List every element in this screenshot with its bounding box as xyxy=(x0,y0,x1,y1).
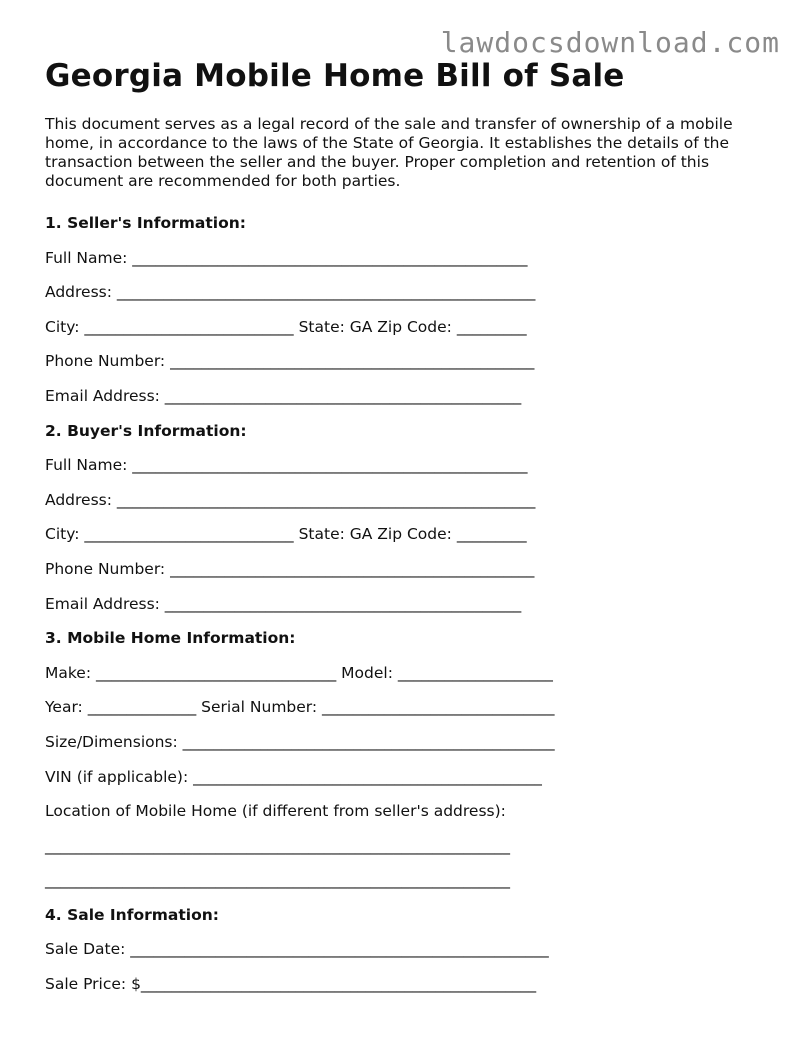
sale-price-field[interactable]: Sale Price: $___________________________________________________ xyxy=(45,975,537,994)
sale-date-field[interactable]: Sale Date: ______________________________________________________ xyxy=(45,940,549,959)
sale-heading: 4. Sale Information: xyxy=(45,905,219,924)
buyer-city-state-zip-field[interactable]: City: ___________________________ State: GA Zip Code: _________ xyxy=(45,525,527,544)
seller-phone-field[interactable]: Phone Number: _______________________________________________ xyxy=(45,352,535,371)
location-line-2[interactable]: ____________________________________________________________ xyxy=(45,871,510,890)
seller-full-name-field[interactable]: Full Name: ___________________________________________________ xyxy=(45,248,528,267)
buyer-full-name-field[interactable]: Full Name: ___________________________________________________ xyxy=(45,456,528,475)
seller-section xyxy=(45,206,765,414)
document-page xyxy=(45,56,765,1002)
location-label: Location of Mobile Home (if different from seller's address): xyxy=(45,802,506,821)
buyer-phone-field[interactable]: Phone Number: _______________________________________________ xyxy=(45,559,535,578)
buyer-email-field[interactable]: Email Address: ______________________________________________ xyxy=(45,594,522,613)
buyer-section xyxy=(45,414,765,622)
year-serial-field[interactable]: Year: ______________ Serial Number: ______________________________ xyxy=(45,698,555,717)
seller-city-state-zip-field[interactable]: City: ___________________________ State: GA Zip Code: _________ xyxy=(45,317,527,336)
location-line-1[interactable]: ____________________________________________________________ xyxy=(45,836,510,855)
seller-heading: 1. Seller's Information: xyxy=(45,214,246,232)
vin-field[interactable]: VIN (if applicable): _____________________________________________ xyxy=(45,767,542,786)
mobile-home-heading: 3. Mobile Home Information: xyxy=(45,629,296,648)
sale-section xyxy=(45,898,765,1002)
watermark: lawdocsdownload.com xyxy=(440,26,780,59)
size-dimensions-field[interactable]: Size/Dimensions: ________________________________________________ xyxy=(45,732,555,751)
seller-email-field[interactable]: Email Address: ______________________________________________ xyxy=(45,386,522,405)
intro-paragraph: This document serves as a legal record of the sale and transfer of ownership of a mobile home, in accordance to the laws of the State of Georgia. It establishes the details of the transaction between the seller and the buyer. Proper completion and retention of this document are recommended for both parties. xyxy=(45,115,733,190)
mobile-home-section xyxy=(45,621,765,898)
seller-address-field[interactable]: Address: ______________________________________________________ xyxy=(45,283,536,302)
buyer-address-field[interactable]: Address: ______________________________________________________ xyxy=(45,490,536,509)
buyer-heading: 2. Buyer's Information: xyxy=(45,421,247,440)
make-model-field[interactable]: Make: _______________________________ Model: ____________________ xyxy=(45,663,553,682)
document-title: Georgia Mobile Home Bill of Sale xyxy=(45,58,625,94)
